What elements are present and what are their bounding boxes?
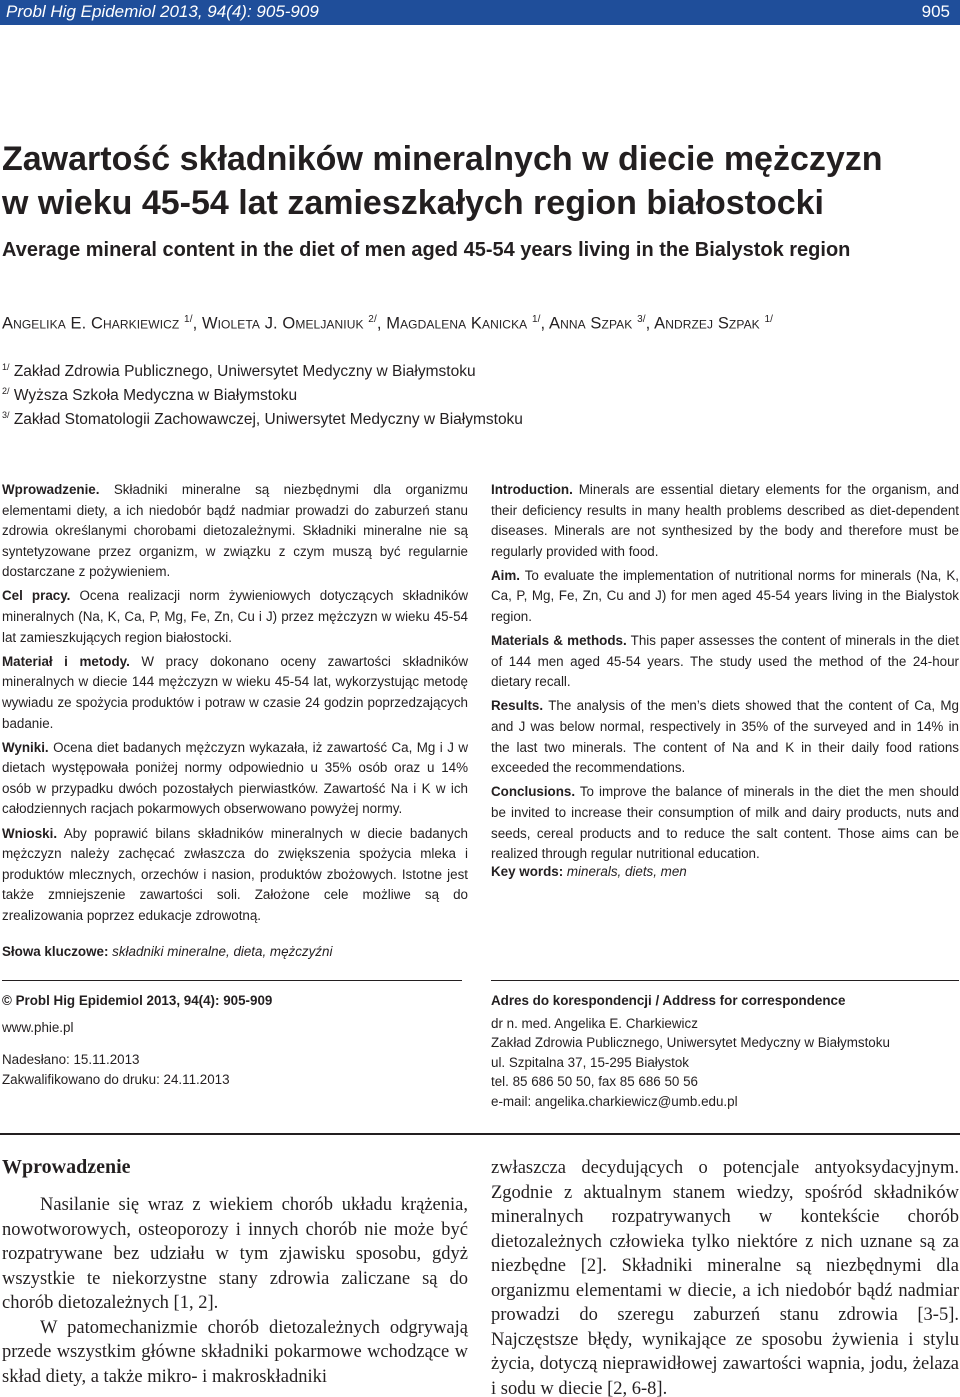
section-heading: Wprowadzenie. [2,482,100,497]
affiliation-mark: 2/ [2,386,10,396]
section-text: Minerals are essential dietary elements for the organism, and their deficiency results in many health problems described as diet-dependent diseases. Minerals are not synthesized by the body and therefore must be regularly provided with food. [491,482,959,559]
received-date: Nadesłano: 15.11.2013 [2,1052,140,1067]
section-text: This paper assesses the content of minerals in the diet of 144 men aged 45-54 years. The study used the method of the 24-hour dietary recall. [491,633,960,690]
author-name: Angelika E. Charkiewicz [2,314,180,333]
section-text: W pracy dokonano oceny zawartości składników mineralnych w diecie 144 mężczyzn w wieku 45-54 lat, wykorzystując metodę wywiadu ze spożycia produktów i potraw w czasie 24 godzin poprzedzających badanie. [2,653,468,731]
section-heading: Wnioski. [2,825,58,841]
author-name: Wioleta J. Omeljaniuk [201,314,364,333]
journal-link[interactable]: www.phie.pl [2,1020,74,1035]
author-name: Anna Szpak [549,314,633,333]
section-heading: Materiał i metody. [2,653,130,669]
divider [0,1133,960,1135]
copyright-citation: © Probl Hig Epidemiol 2013, 94(4): 905-909 [2,993,273,1008]
author-affiliation-mark: 1/ [764,314,774,325]
section-heading: Materials & methods. [491,633,627,649]
affiliation-mark: 1/ [2,362,10,372]
correspondence-email[interactable]: e-mail: angelika.charkiewicz@umb.edu.pl [491,1093,738,1109]
keywords-english [491,864,687,879]
section-heading: Aim. [491,567,521,583]
section-heading: Results. [491,698,544,714]
author-name: Andrzej Szpak [654,314,760,333]
journal-citation-header: Probl Hig Epidemiol 2013, 94(4): 905-909 [6,2,319,21]
correspondence-line: ul. Szpitalna 37, 15-295 Białystok [491,1054,690,1070]
abstract-polish [2,480,468,930]
title-line-1: Zawartość składników mineralnych w diecie mężczyzn [2,140,883,178]
author-affiliation-mark: 2/ [368,314,377,325]
abstract-section [2,480,468,583]
intro-left-column [2,1193,468,1389]
abstract-section [491,631,959,693]
section-text: To improve the balance of minerals in the diet the men should be invited to increase their consumption of milk and dairy products, nuts and seeds, cereal products and to reduce the salt content. Those aims can be realized through regular nutritional education. [491,784,959,862]
keywords-value: składniki mineralne, dieta, mężczyźni [108,944,333,959]
affiliation-text: Zakład Stomatologii Zachowawczej, Uniwersytet Medyczny w Białymstoku [13,411,523,429]
affiliation-text: Wyższa Szkoła Medyczna w Białymstoku [13,387,298,405]
section-text: Składniki mineralne są niezbędnymi dla organizmu elementami diety, a ich niedobór bądź nadmiar prowadzi do zaburzeń stanu zdrowia określanymi chorobami dietozależnymi. Składniki mineralne nie są syntetyzowane przez organizm, w związku z czym muszą być regularnie dostarczane z pożywieniem. [2,482,468,580]
keywords-label: Key words: [491,864,564,879]
accepted-date: Zakwalifikowano do druku: 24.11.2013 [2,1072,230,1087]
abstract-section [2,652,468,734]
affiliation-item [2,410,523,429]
intro-right-column [491,1156,959,1397]
section-text: Ocena diet badanych mężczyzn wykazała, iż zawartość Ca, Mg i J w dietach występowała poniżej normy odpowiednio u 35% osób oraz u 14% osób w przypadku dwóch pozostałych pierwiastków. Zawartość Na i K w ich całodziennych racjach pokarmowych obserwowano powyżej normy. [2,739,468,817]
page-number: 905 [921,2,950,21]
abstract-section [2,586,468,648]
author-affiliation-mark: 1/ [531,314,541,325]
body-paragraph: W patomechanizmie chorób dietozależnych odgrywają przede wszystkim główne składniki pokarmowe wchodzące w skład diety, a także mikro- i makroskładniki [2,1317,468,1387]
author-affiliation-mark: 1/ [184,314,193,325]
section-heading: Wprowadzenie [2,1156,131,1178]
affiliation-text: Zakład Zdrowia Publicznego, Uniwersytet Medyczny w Białymstoku [13,363,476,381]
correspondence-address [491,991,957,1111]
affiliation-mark: 3/ [2,410,10,420]
publication-info [2,991,462,1090]
divider [491,980,959,981]
article-title-polish [2,137,952,225]
section-text: The analysis of the men’s diets showed that the content of Ca, Mg and J was below normal, respectively in 35% of the surveyed and in 14% in the last two minerals. The content of Na and K in their daily food rations exceeded the recommendations. [491,698,959,776]
section-text: Ocena realizacji norm żywieniowych dotyczących składników mineralnych (Na, K, Ca, P, Mg, Fe, Zn, Cu i J) przez mężczyzn w wieku 45-54 lat zamieszkujących region białostocki. [2,588,468,645]
section-heading: Wyniki. [2,739,49,755]
abstract-section [2,738,468,820]
section-heading: Conclusions. [491,784,576,800]
correspondence-heading: Adres do korespondencji / Address for correspondence [491,993,846,1008]
correspondence-line: Zakład Zdrowia Publicznego, Uniwersytet Medyczny w Białymstoku [491,1035,890,1050]
article-title-english: Average mineral content in the diet of men aged 45-54 years living in the Bialystok region [2,239,851,261]
author-list: Angelika E. Charkiewicz $^{1/}$, Wioleta J. Omeljaniuk $^{2/}$, Magdalena Kanicka $^{1/}$, Anna Szpak $^{3/}$, Andrzej Szpak $^{1/}$ [2,314,774,333]
abstract-english [491,480,959,868]
keywords-value: minerals, diets, men [563,864,687,879]
title-line-2: w wieku 45-54 lat zamieszkałych region białostocki [2,184,824,222]
divider [2,980,462,981]
affiliation-item [2,386,297,405]
correspondence-line: dr n. med. Angelika E. Charkiewicz [491,1015,698,1031]
abstract-section [491,566,959,628]
keywords-polish [2,944,332,959]
section-text: Aby poprawić bilans składników mineralnych w diecie badanych mężczyzn należy zachęcać zwłaszcza do zwiększenia spożycia mleka i produktów mlecznych, orzechów i nasion, produktów zbożowych. Istotne jest także zmniejszenie zawartości soli. Założone cele możliwe są do zrealizowania poprzez edukacje zdrowotną. [2,825,468,923]
abstract-section [491,480,959,562]
author-name: Magdalena Kanicka [386,314,528,333]
abstract-section [491,696,959,778]
abstract-section [491,782,959,864]
section-heading: Cel pracy. [2,588,71,604]
abstract-section [2,824,468,927]
correspondence-line: tel. 85 686 50 50, fax 85 686 50 56 [491,1074,698,1089]
body-paragraph: zwłaszcza decydujących o potencjale antyoksydacyjnym. Zgodnie z aktualnym stanem wiedzy, spośród składników mineralnych rozpatrywanych w kontekście chorób dietozależnych człowieka tylko niektóre z nich uznane są za niezbędne [2]. Składniki mineralne są niezbędnymi dla organizmu elementami w diecie, a ich niedobór bądź nadmiar prowadzi do szeregu zaburzeń stanu zdrowia [3-5]. Najczęstsze błędy, wynikające ze sposobu żywienia i stylu życia, dotyczą nieprawidłowej zawartości wapnia, jodu, żelaza i sodu w diecie [2, 6-8]. [491,1158,959,1397]
journal-header-bar [0,0,960,25]
section-text: To evaluate the implementation of nutritional norms for minerals (Na, K, Ca, P, Mg, Fe, Zn, Cu and J) for men aged 45-54 years living in the Bialystok region. [491,567,959,625]
section-heading: Introduction. [491,482,573,497]
affiliation-item [2,362,476,381]
keywords-label: Słowa kluczowe: [2,944,109,959]
body-paragraph: Nasilanie się wraz z wiekiem chorób układu krążenia, nowotworowych, osteoporozy i innych chorób nie może być rozpatrywane bez udziału w tym zjawisku sposobu, gdyż wszystkie te niekorzystne stany zdrowia zaliczane są do chorób dietozależnych [1, 2]. [2,1195,468,1313]
author-affiliation-mark: 3/ [637,314,646,325]
